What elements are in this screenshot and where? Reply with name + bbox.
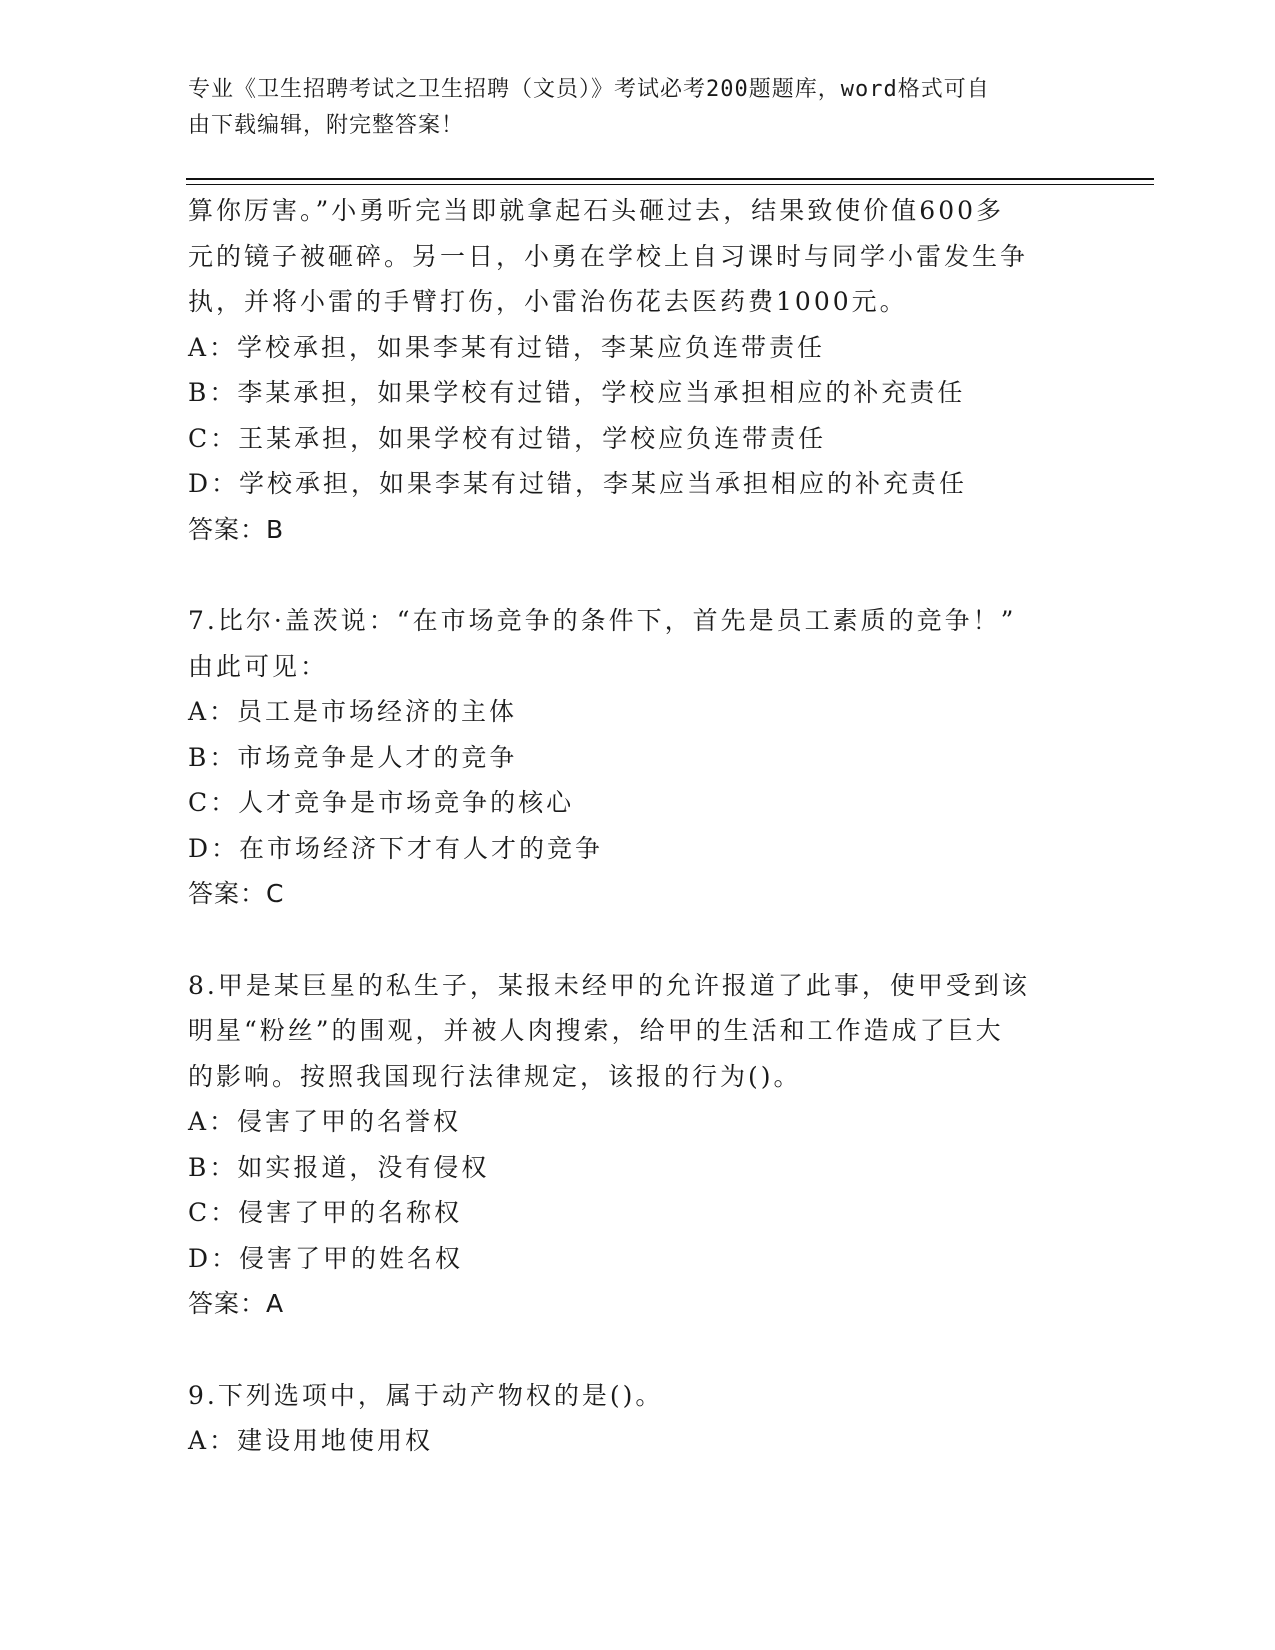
option-a: A：建设用地使用权 — [188, 1426, 434, 1455]
question-text-line: 算你厉害。”小勇听完当即就拿起石头砸过去，结果致使价值600多 — [188, 196, 1005, 225]
answer-label: 答案：C — [188, 879, 285, 908]
spacer — [188, 552, 1068, 598]
question-text-line: 由此可见： — [188, 651, 329, 681]
option-a: A：学校承担，如果李某有过错，李某应负连带责任 — [188, 332, 826, 362]
answer-label: 答案：A — [188, 1289, 285, 1318]
question-text-line: 元的镜子被砸碎。另一日，小勇在学校上自习课时与同学小雷发生争 — [188, 241, 1029, 271]
option-a: A：员工是市场经济的主体 — [188, 697, 518, 726]
header-divider — [186, 178, 1154, 180]
option-b: B：如实报道，没有侵权 — [188, 1152, 490, 1182]
option-c: C：王某承担，如果学校有过错，学校应负连带责任 — [188, 423, 827, 453]
spacer — [188, 1327, 1068, 1373]
option-d: D：在市场经济下才有人才的竞争 — [188, 833, 604, 863]
header-divider-thin — [186, 184, 1154, 185]
header-line: 由下载编辑，附完整答案！ — [188, 113, 465, 138]
document-header — [188, 72, 1068, 144]
option-b: B：李某承担，如果学校有过错，学校应当承担相应的补充责任 — [188, 378, 966, 407]
question-text-line: 8.甲是某巨星的私生子，某报未经甲的允许报道了此事，使甲受到该 — [188, 970, 1030, 1000]
question-text-line: 的影响。按照我国现行法律规定，该报的行为()。 — [188, 1061, 802, 1091]
option-c: C：侵害了甲的名称权 — [188, 1198, 463, 1227]
question-7 — [188, 598, 1068, 917]
option-d: D：侵害了甲的姓名权 — [188, 1243, 464, 1273]
option-d: D：学校承担，如果李某有过错，李某应当承担相应的补充责任 — [188, 469, 968, 498]
question-text-line: 9.下列选项中，属于动产物权的是()。 — [188, 1380, 664, 1410]
header-line: 专业《卫生招聘考试之卫生招聘（文员）》考试必考200题题库，word格式可自 — [188, 77, 990, 102]
option-c: C：人才竞争是市场竞争的核心 — [188, 788, 575, 817]
document-body — [188, 188, 1068, 1464]
question-text-line: 7.比尔·盖茨说：“在市场竞争的条件下，首先是员工素质的竞争！” — [188, 606, 1017, 635]
question-text-line: 明星“粉丝”的围观，并被人肉搜索，给甲的生活和工作造成了巨大 — [188, 1016, 1004, 1045]
spacer — [188, 917, 1068, 963]
question-9 — [188, 1373, 1068, 1464]
option-b: B：市场竞争是人才的竞争 — [188, 742, 518, 772]
answer-label: 答案：B — [188, 514, 285, 544]
question-6 — [188, 188, 1068, 552]
question-8 — [188, 963, 1068, 1327]
question-text-line: 执，并将小雷的手臂打伤，小雷治伤花去医药费1000元。 — [188, 287, 908, 316]
option-a: A：侵害了甲的名誉权 — [188, 1107, 462, 1136]
